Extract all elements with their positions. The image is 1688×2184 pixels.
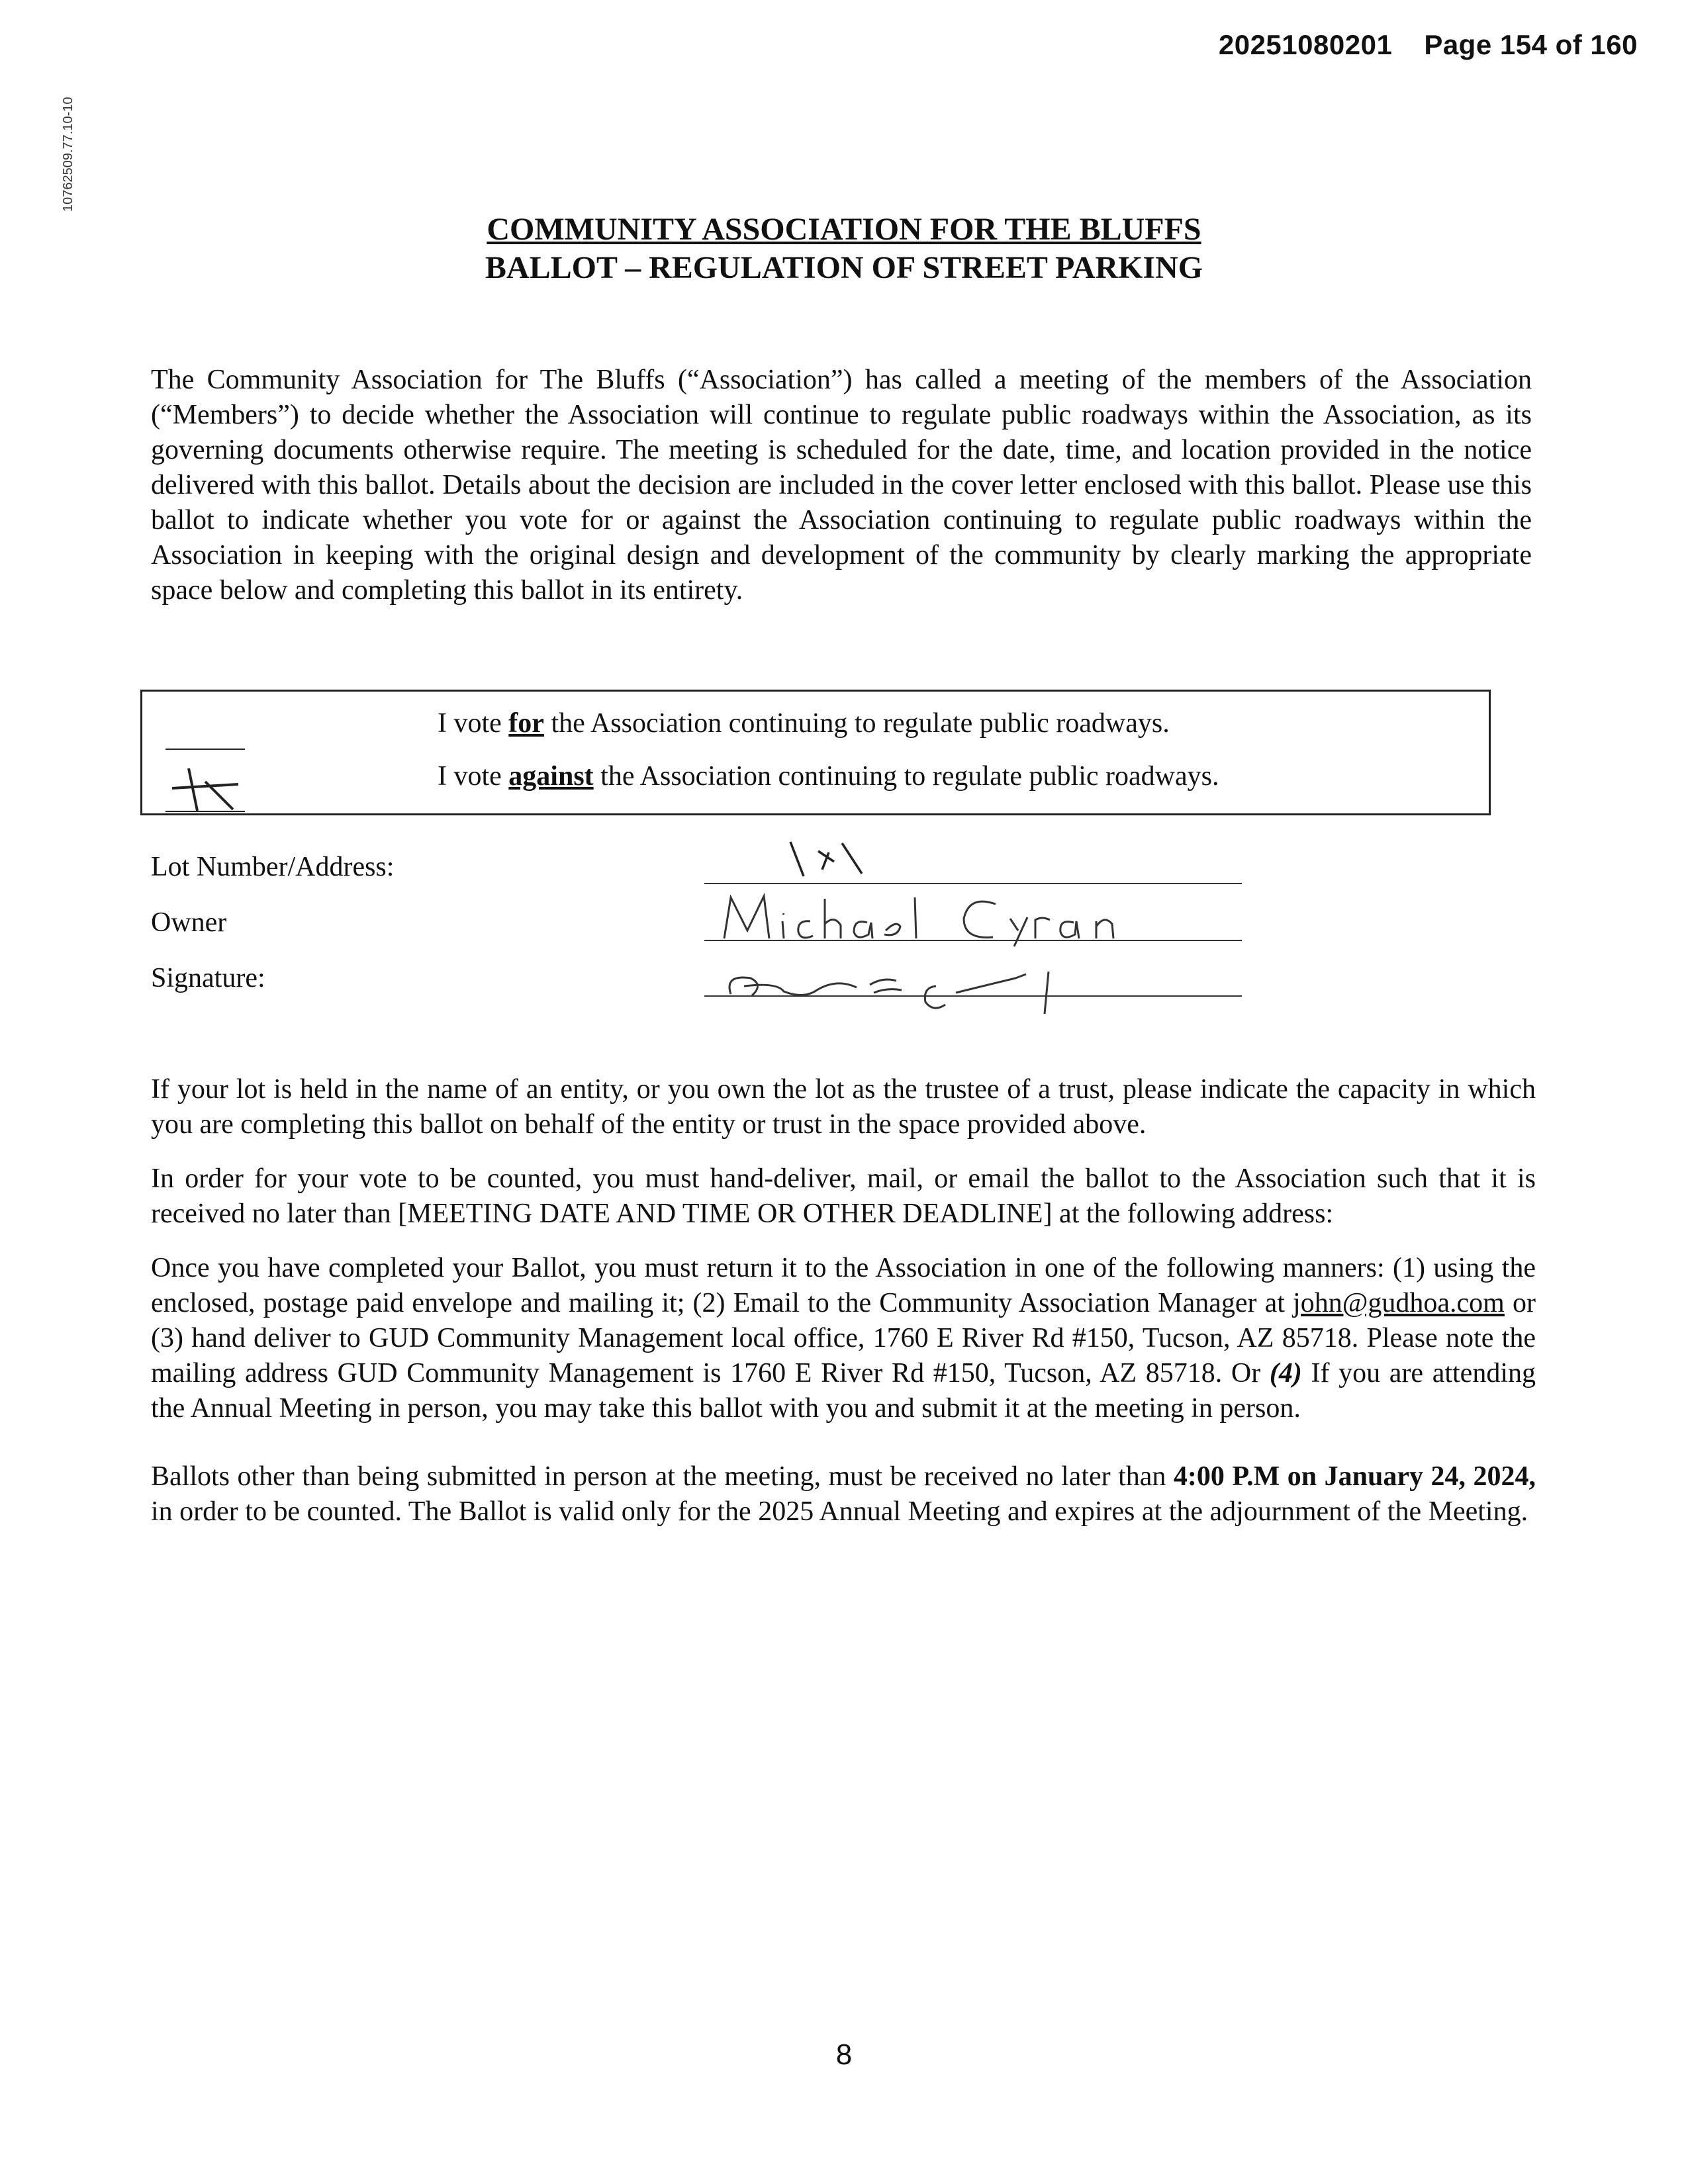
title-line-ballot: BALLOT – REGULATION OF STREET PARKING [485, 250, 1203, 285]
vote-for-blank[interactable] [165, 749, 245, 750]
delivery-instructions: In order for your vote to be counted, you must hand-deliver, mail, or email the ballot to the Association such that it is received no later than [MEETING DATE AND TIME OR OTHER DEADLINE] at the following address: [151, 1163, 1536, 1229]
vote-options-box [140, 690, 1491, 815]
lot-address-label: Lot Number/Address: [151, 852, 395, 882]
page-counter: Page 154 of 160 [1424, 29, 1638, 60]
handwritten-lot-number [704, 835, 1242, 886]
vote-for-text: I vote for the Association continuing to regulate public roadways. [438, 708, 1170, 739]
deadline-notice: Ballots other than being submitted in person at the meeting, must be received no later than 4:00 P.M on January 24, 2024, in order to be counted. The Ballot is valid only for the 2025 Annual Meeting and expires at the adjournment of the Meeting. [151, 1461, 1536, 1527]
entity-instructions: If your lot is held in the name of an entity, or you own the lot as the trustee of a trust, please indicate the capacity in which you are completing this ballot on behalf of the entity or trust in the space provided above. [151, 1074, 1536, 1140]
handwritten-check-mark [159, 754, 265, 820]
return-instructions: Once you have completed your Ballot, you must return it to the Association in one of the following manners: (1) using the enclosed, postage paid envelope and mailing it; (2) Email to the Community Association Manager at john@gudhoa.com or (3) hand deliver to GUD Community Management local office, 1760 E River Rd #150, Tucson, AZ 85718. Please note the mailing address GUD Community Management is 1760 E River Rd #150, Tucson, AZ 85718. Or (4) If you are attending the Annual Meeting in person, you may take this ballot with you and submit it at the meeting in person. [151, 1253, 1536, 1424]
page-number: 8 [835, 2038, 853, 2071]
document-number: 20251080201 [1218, 29, 1393, 60]
intro-paragraph: The Community Association for The Bluffs (“Association”) has called a meeting of the members of the Association (“Members”) to decide whether the Association will continue to regulate public roadways within the Association, as its governing documents otherwise require. The meeting is scheduled for the date, time, and location provided in the notice delivered with this ballot. Details about the decision are included in the cover letter enclosed with this ballot. Please use this ballot to indicate whether you vote for or against the Association continuing to regulate public roadways within the Association in keeping with the original design and development of the community by clearly marking the appropriate space below and completing this ballot in its entirety. [151, 365, 1532, 606]
document-stamp [1219, 29, 1638, 61]
signature-label: Signature: [151, 963, 265, 993]
side-identifier: 10762509.77.10-10 [61, 97, 75, 212]
handwritten-owner-name [704, 884, 1242, 948]
handwritten-signature [704, 940, 1242, 1019]
vote-against-text: I vote against the Association continuing to regulate public roadways. [438, 761, 1219, 792]
ballot-title [0, 210, 1688, 287]
owner-label: Owner [151, 907, 227, 938]
manager-email-link[interactable]: john@gudhoa.com [1293, 1288, 1505, 1318]
title-line-association: COMMUNITY ASSOCIATION FOR THE BLUFFS [487, 212, 1201, 247]
